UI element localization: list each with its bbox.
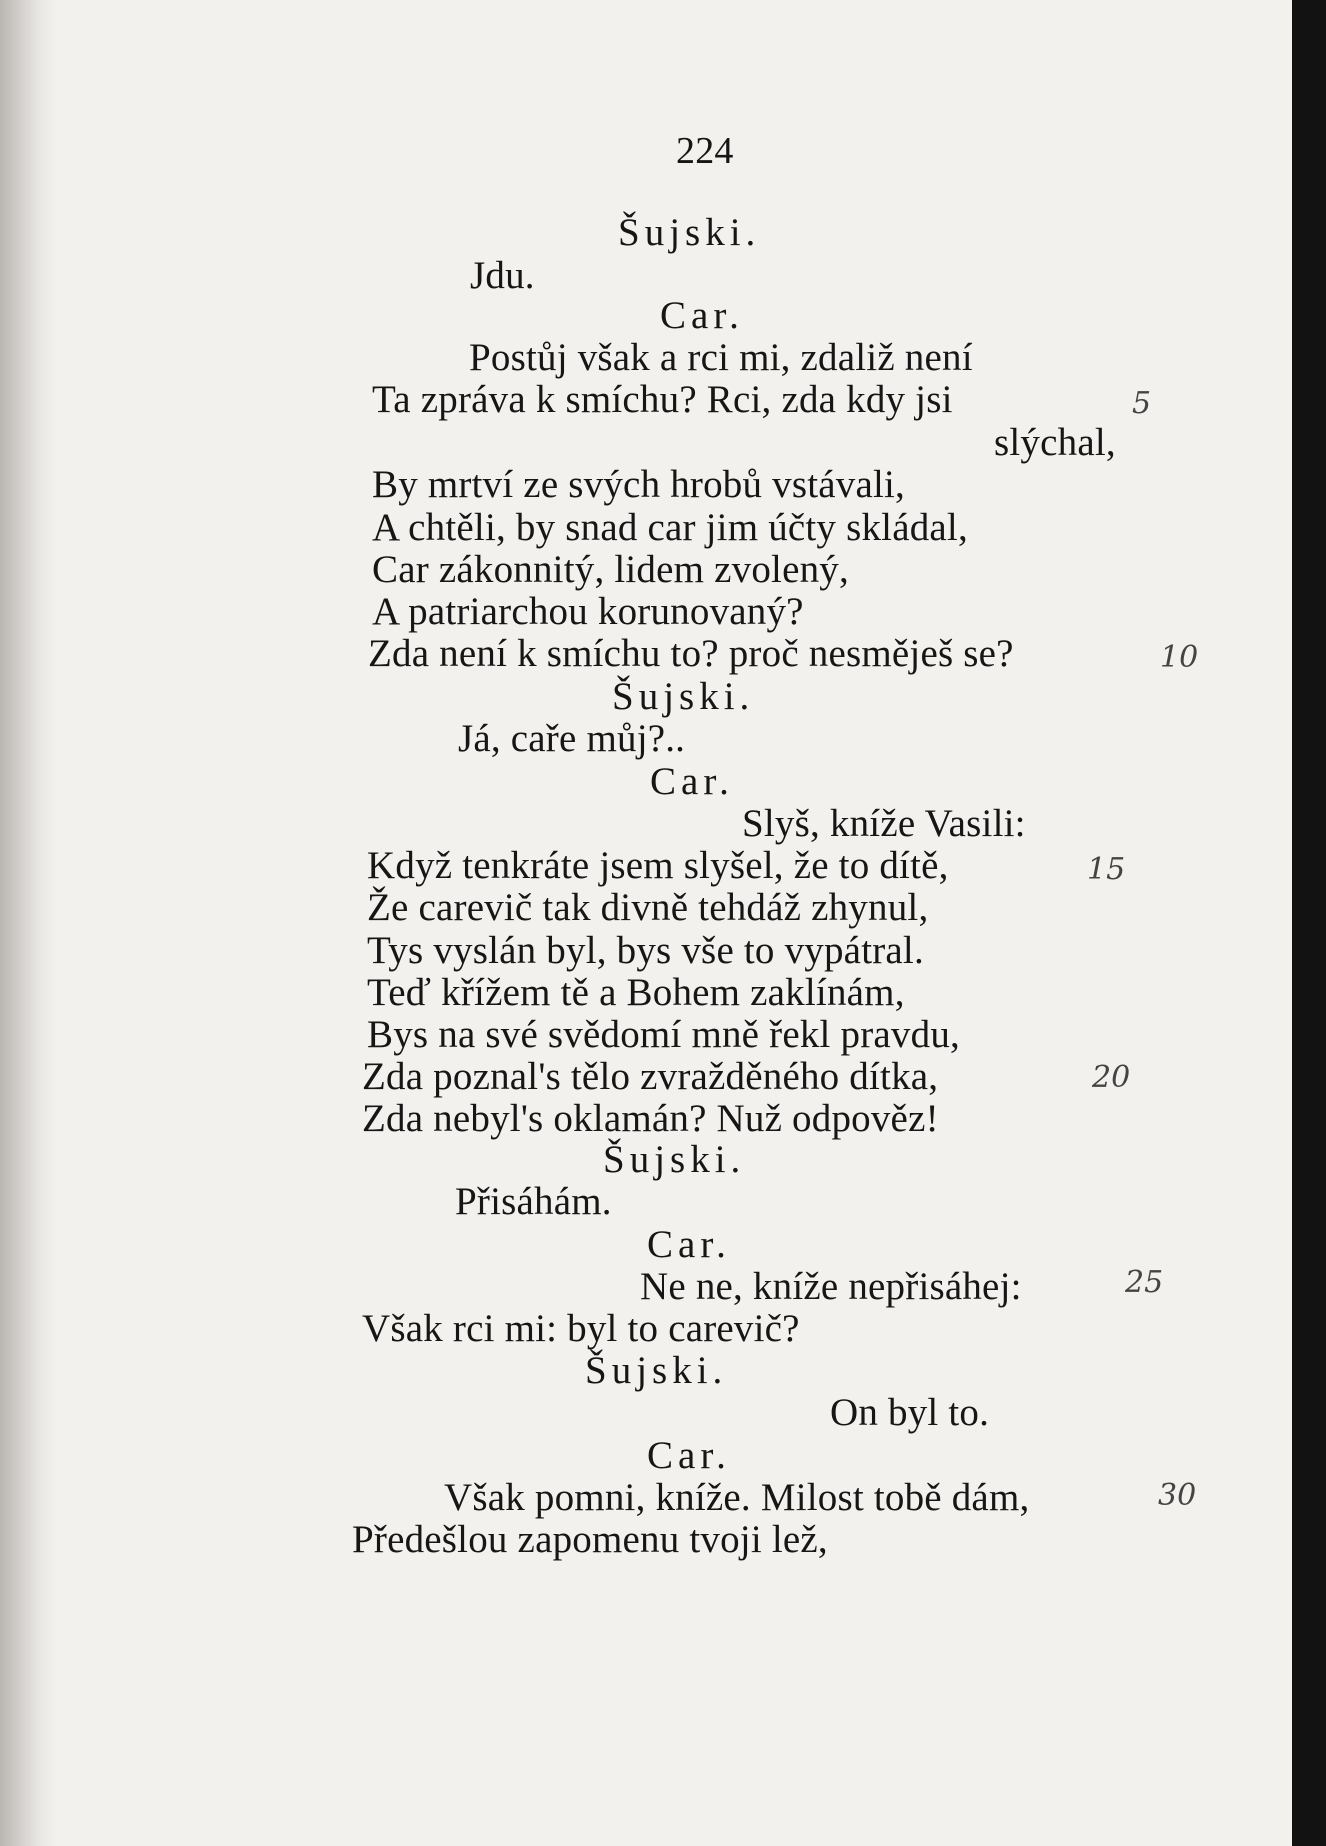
speaker-label: Car. (647, 1434, 731, 1477)
verse-line: Slyš, kníže Vasili: (742, 802, 1026, 845)
verse-line: Ta zpráva k smíchu? Rci, zda kdy jsi (372, 378, 953, 421)
verse-line: slýchal, (994, 421, 1116, 464)
margin-line-number: 25 (1125, 1265, 1164, 1300)
margin-line-number: 10 (1160, 640, 1199, 675)
margin-line-number: 30 (1158, 1478, 1197, 1513)
verse-line: Když tenkráte jsem slyšel, že to dítě, (367, 844, 949, 887)
margin-line-number: 15 (1087, 852, 1126, 887)
verse-line: A patriarchou korunovaný? (372, 590, 804, 633)
verse-line: A chtěli, by snad car jim účty skládal, (372, 506, 968, 549)
verse-line: Předešlou zapomenu tvoji lež, (352, 1518, 828, 1561)
verse-line: Tys vyslán byl, bys vše to vypátral. (367, 929, 924, 972)
verse-line: Však rci mi: byl to carevič? (362, 1307, 800, 1350)
speaker-label: Car. (660, 294, 744, 337)
verse-line: Že carevič tak divně tehdáž zhynul, (367, 886, 929, 929)
verse-line: Přisáhám. (455, 1180, 612, 1223)
verse-line: Ne ne, kníže nepřisáhej: (640, 1265, 1022, 1308)
page-edge-shadow (0, 0, 56, 1846)
verse-line: On byl to. (830, 1391, 990, 1434)
verse-line: Car zákonnitý, lidem zvolený, (372, 548, 849, 591)
speaker-label: Car. (647, 1223, 731, 1266)
margin-line-number: 5 (1132, 386, 1152, 421)
verse-line: Zda není k smíchu to? proč nesměješ se? (368, 632, 1014, 675)
verse-line: Teď křížem tě a Bohem zaklínám, (367, 971, 905, 1014)
book-spine-edge (1292, 0, 1326, 1846)
verse-line: Však pomni, kníže. Milost tobě dám, (444, 1476, 1030, 1519)
speaker-label: Šujski. (603, 1138, 746, 1181)
verse-line: Postůj však a rci mi, zdaliž není (469, 336, 973, 379)
speaker-label: Šujski. (612, 675, 755, 718)
verse-line: Jdu. (470, 254, 535, 297)
margin-line-number: 20 (1092, 1060, 1131, 1095)
speaker-label: Šujski. (585, 1349, 728, 1392)
page-number: 224 (676, 130, 734, 172)
verse-line: Zda nebyl's oklamán? Nuž odpověz! (362, 1097, 939, 1140)
verse-line: Já, caře můj?.. (458, 717, 686, 760)
speaker-label: Car. (650, 760, 734, 803)
speaker-label: Šujski. (618, 211, 761, 254)
verse-line: Bys na své svědomí mně řekl pravdu, (367, 1013, 960, 1056)
verse-line: Zda poznal's tělo zvražděného dítka, (362, 1055, 939, 1098)
verse-line: By mrtví ze svých hrobů vstávali, (372, 463, 906, 506)
